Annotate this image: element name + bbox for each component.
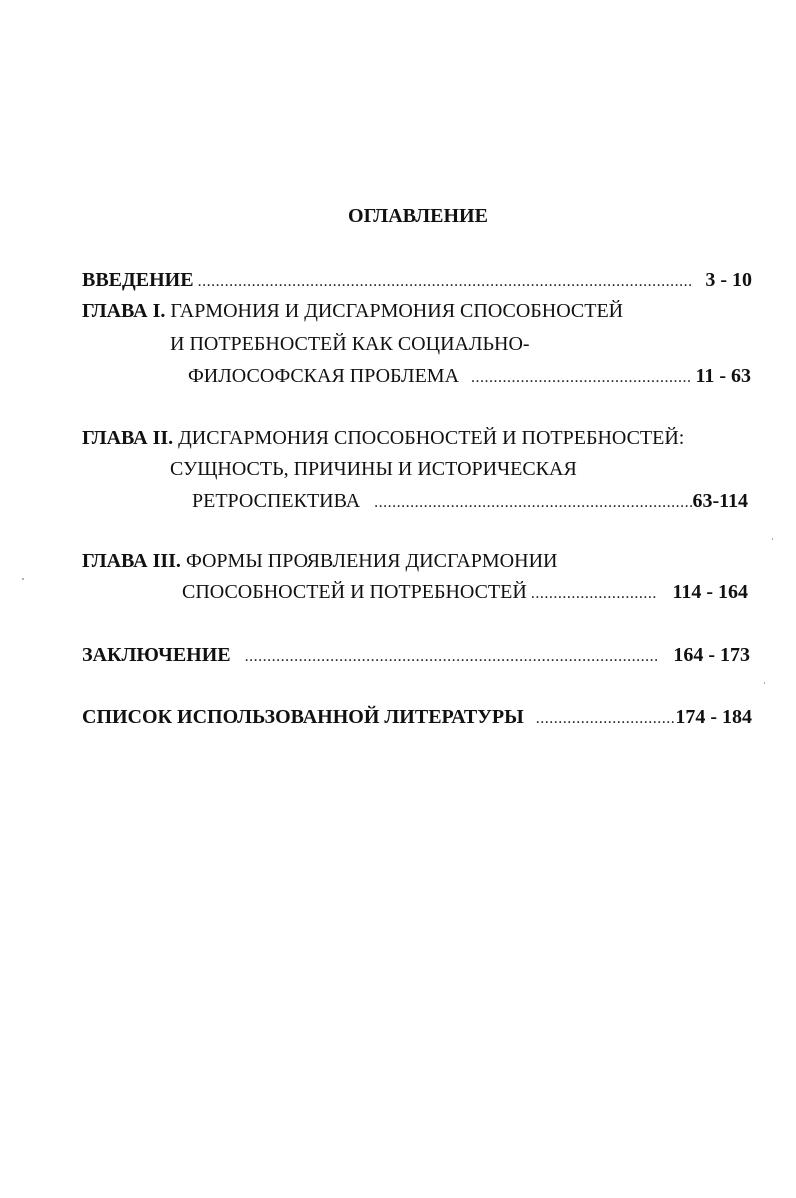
chapter-title-line: СУЩНОСТЬ, ПРИЧИНЫ И ИСТОРИЧЕСКАЯ: [170, 458, 577, 480]
scan-speck: [764, 682, 765, 684]
toc-entry-intro: [82, 268, 752, 294]
chapter-title-line: СПОСОБНОСТЕЙ И ПОТРЕБНОСТЕЙ: [182, 581, 527, 603]
toc-chapter2-line1: [82, 426, 684, 450]
toc-entry-pages: 11 - 63: [695, 365, 751, 387]
chapter-title-line: РЕТРОСПЕКТИВА: [192, 490, 361, 512]
toc-chapter1-line1: [82, 299, 623, 323]
toc-chapter3-line2: [182, 580, 748, 606]
scan-speck: [22, 578, 24, 580]
dot-leader: [198, 270, 692, 294]
chapter-title-line: ГАРМОНИЯ И ДИСГАРМОНИЯ СПОСОБНОСТЕЙ: [170, 300, 624, 322]
toc-entry-pages: 3 - 10: [705, 269, 752, 291]
toc-chapter2-line2: [170, 457, 577, 481]
dot-leader: [536, 707, 676, 731]
toc-chapter2-line3: [192, 489, 748, 515]
toc-chapter3-line1: [82, 549, 557, 573]
toc-chapter1-line2: [170, 332, 530, 356]
toc-entry-label: ЗАКЛЮЧЕНИЕ: [82, 644, 231, 666]
chapter-prefix: ГЛАВА II.: [82, 427, 174, 449]
chapter-title-line: ФИЛОСОФСКАЯ ПРОБЛЕМА: [188, 365, 460, 387]
toc-entry-pages: 174 - 184: [675, 706, 752, 728]
chapter-prefix: ГЛАВА I.: [82, 300, 166, 322]
chapter-title-line: ДИСГАРМОНИЯ СПОСОБНОСТЕЙ И ПОТРЕБНОСТЕЙ:: [178, 427, 685, 449]
toc-entry-pages: 63-114: [692, 490, 748, 512]
toc-entry-label: ВВЕДЕНИЕ: [82, 269, 194, 291]
toc-entry-label: СПИСОК ИСПОЛЬЗОВАННОЙ ЛИТЕРАТУРЫ: [82, 706, 524, 728]
chapter-prefix: ГЛАВА III.: [82, 550, 181, 572]
toc-chapter1-line3: [188, 364, 751, 390]
chapter-title-line: ФОРМЫ ПРОЯВЛЕНИЯ ДИСГАРМОНИИ: [185, 550, 558, 572]
toc-entry-conclusion: [82, 643, 750, 669]
scan-speck: [772, 538, 773, 540]
toc-entry-pages: 114 - 164: [672, 581, 748, 603]
chapter-title-line: И ПОТРЕБНОСТЕЙ КАК СОЦИАЛЬНО-: [170, 333, 530, 355]
dot-leader: [531, 582, 659, 606]
dot-leader: [245, 645, 660, 669]
toc-entry-pages: 164 - 173: [673, 644, 750, 666]
dot-leader: [374, 491, 692, 515]
toc-entry-references: [82, 705, 752, 731]
dot-leader: [471, 366, 691, 390]
toc-title: ОГЛАВЛЕНИЕ: [348, 205, 488, 227]
